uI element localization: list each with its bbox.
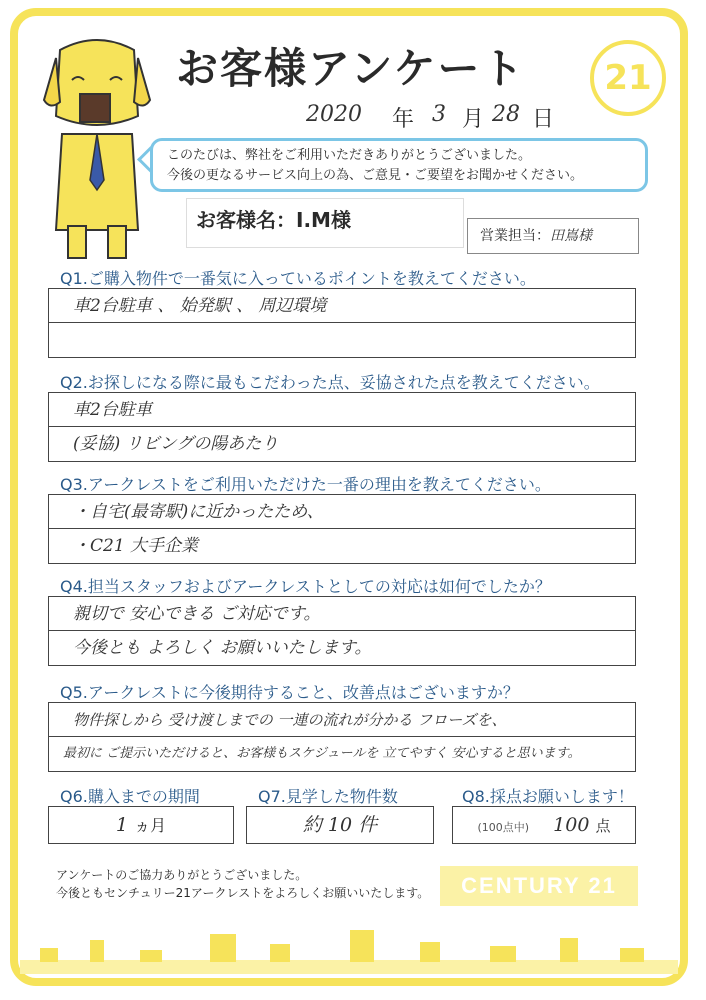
- answer-6-value: 1: [115, 814, 129, 836]
- answer-box-2: [48, 392, 636, 462]
- answer-box-6: [48, 806, 234, 844]
- footer-line-1: アンケートのご協力ありがとうございました。: [56, 868, 308, 882]
- answer-7-value: 約 10 件: [246, 806, 434, 844]
- answer-box-1: [48, 288, 636, 358]
- answer-8-value: 100: [553, 814, 590, 836]
- sales-rep-label: 営業担当：: [480, 228, 550, 244]
- question-8-label: Q8.採点お願いします！: [462, 787, 634, 806]
- sales-rep-value: 田嶌様: [550, 228, 592, 244]
- answer-5-line-1: 物件探しから 受け渡しまでの 一連の流れが分かる フローズを、: [49, 703, 635, 737]
- date-year: 2020: [306, 102, 362, 127]
- footer-line-2: 今後ともセンチュリー21アークレストをよろしくお願いいたします。: [56, 886, 430, 900]
- mascot-dog-illustration: [42, 30, 152, 260]
- date-year-unit: 年: [392, 107, 415, 132]
- greeting-line-1: このたびは、弊社をご利用いただきありがとうございました。: [167, 148, 532, 163]
- question-2-label: Q2.お探しになる際に最もこだわった点、妥協された点を教えてください。: [60, 373, 600, 392]
- question-5-label: Q5.アークレストに今後期待すること、改善点はございますか？: [60, 683, 519, 702]
- century21-brand-banner: CENTURY 21: [440, 866, 638, 906]
- answer-2-line-1: 車2台駐車: [49, 393, 635, 427]
- answer-1-line-2: [49, 323, 635, 357]
- answer-5-line-2: 最初に ご提示いただけると、お客様もスケジュールを 立てやすく 安心すると思います。: [63, 746, 581, 761]
- city-skyline-illustration: [20, 930, 678, 974]
- date-day-unit: 日: [532, 107, 555, 132]
- sales-rep-field: [467, 218, 639, 254]
- answer-2-line-2: (妥協) リビングの陽あたり: [73, 434, 279, 454]
- footer-message: [56, 866, 429, 902]
- answer-6-unit: ヵ月: [134, 816, 167, 835]
- answer-box-3: [48, 494, 636, 564]
- question-4-label: Q4.担当スタッフおよびアークレストとしての対応は如何でしたか？: [60, 577, 551, 596]
- answer-4-line-1: 親切で 安心できる ご対応です。: [49, 597, 635, 631]
- question-6-label: Q6.購入までの期間: [60, 787, 200, 806]
- answer-box-4: [48, 596, 636, 666]
- century21-logo: 21: [590, 40, 666, 116]
- date-month: 3: [432, 102, 446, 127]
- question-1-label: Q1.ご購入物件で一番気に入っているポイントを教えてください。: [60, 269, 536, 288]
- customer-name: お客様名：I.M様: [196, 208, 351, 232]
- page-title: お客様アンケート: [176, 44, 526, 93]
- answer-box-5: [48, 702, 636, 772]
- date-month-unit: 月: [462, 107, 485, 132]
- greeting-line-2: 今後の更なるサービス向上の為、ご意見・ご要望をお聞かせください。: [167, 168, 584, 183]
- answer-3-line-2: ・C21 大手企業: [73, 536, 199, 556]
- answer-4-line-2: 今後とも よろしく お願いいたします。: [73, 638, 372, 658]
- question-7-label: Q7.見学した物件数: [258, 787, 398, 806]
- question-3-label: Q3.アークレストをご利用いただけた一番の理由を教えてください。: [60, 475, 551, 494]
- answer-3-line-1: ・自宅(最寄駅)に近かったため、: [49, 495, 635, 529]
- answer-box-8: [452, 806, 636, 844]
- answer-1-line-1: 車2台駐車 、 始発駅 、 周辺環境: [49, 289, 635, 323]
- answer-8-unit: 点: [595, 817, 611, 835]
- greeting-speech-bubble: [150, 138, 648, 192]
- answer-8-prefix: (100点中): [477, 821, 530, 834]
- date-day: 28: [492, 102, 520, 127]
